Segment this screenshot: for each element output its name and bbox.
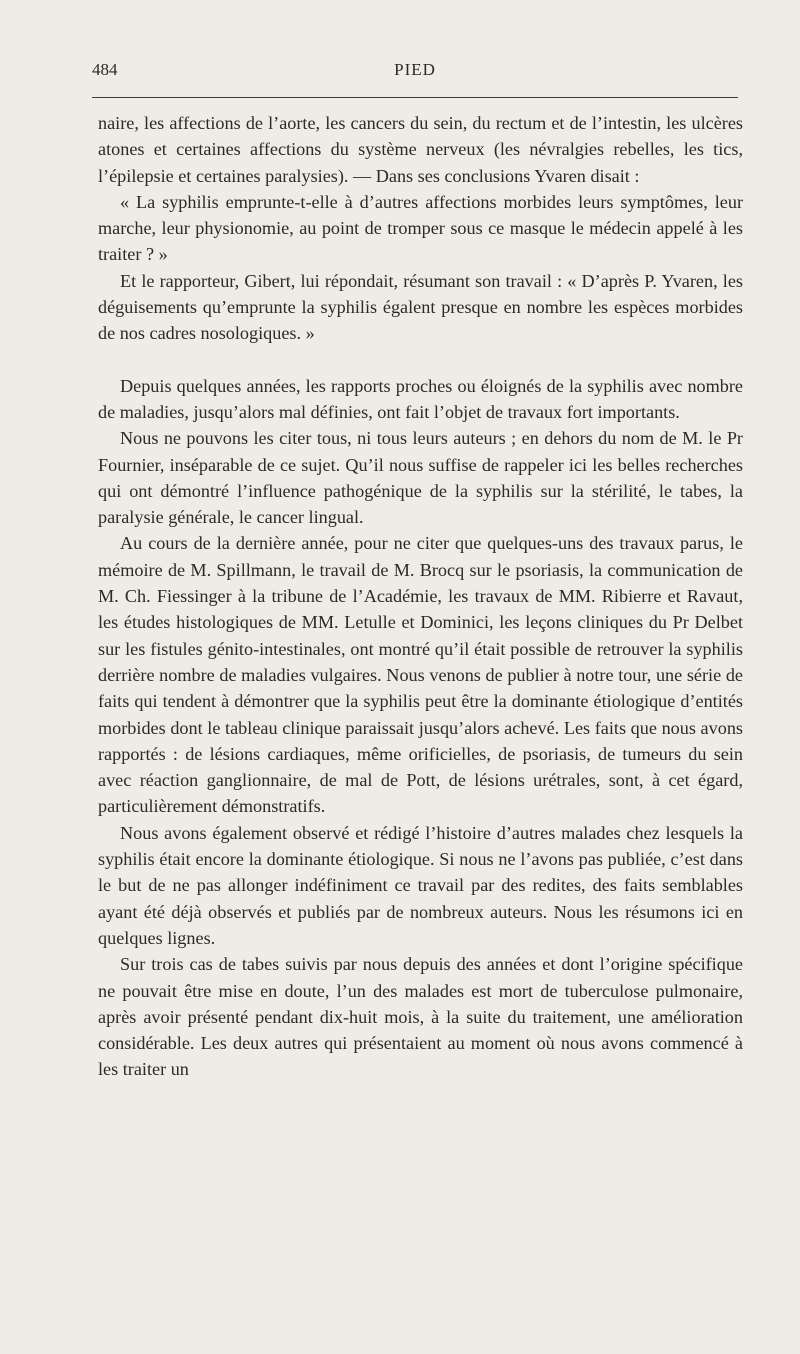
paragraph: Nous ne pouvons les citer tous, ni tous leurs auteurs ; en dehors du nom de M. le Pr Fournier, inséparable de ce sujet. Qu’il nous suffise de rappeler ici les belles recherches qui ont démontré l’influence pathogénique de la syphilis sur la stérilité, le tabes, la paralysie générale, le cancer lingual. [98,428,743,528]
page-header [92,60,738,86]
paragraph: Nous avons également observé et rédigé l’histoire d’autres malades chez lesquels la syphilis était encore la dominante étiologique. Si nous ne l’avons pas publiée, c’est dans le but de ne pas allonger indéfiniment ce travail par des redites, des faits semblables ayant été déjà observés et publiés par de nombreux auteurs. Nous les résumons ici en quelques lignes. [98,822,743,948]
body-text [98,110,743,1083]
paragraph: Depuis quelques années, les rapports proches ou éloignés de la syphilis avec nombre de maladies, jusqu’alors mal définies, ont fait l’objet de travaux fort importants. [98,375,743,422]
paragraph: Et le rapporteur, Gibert, lui répondait, résumant son travail : « D’après P. Yvaren, les déguisements qu’emprunte la syphilis égalent presque en nombre les espèces morbides de nos cadres nosologiques. » [98,270,743,344]
paragraph: « La syphilis emprunte-t-elle à d’autres affections morbides leurs symptômes, leur marche, leur physionomie, au point de tromper sous ce masque le médecin appelé à les traiter ? » [98,191,743,265]
header-rule [92,97,738,98]
page-number: 484 [92,60,118,79]
paragraph: naire, les affections de l’aorte, les cancers du sein, du rectum et de l’intestin, les ulcères atones et certaines affections du système nerveux (les névralgies rebelles, les tics, l’épilepsie et certaines paralysies). — Dans ses conclusions Yvaren disait : [98,113,743,186]
running-title: PIED [394,60,436,79]
paragraph: Au cours de la dernière année, pour ne citer que quelques-uns des travaux parus, le mémoire de M. Spillmann, le travail de M. Brocq sur le psoriasis, la communication de M. Ch. Fiessinger à la tribune de l’Académie, les travaux de MM. Ribierre et Ravaut, les études histologiques de MM. Letulle et Dominici, les leçons cliniques du Pr Delbet sur les fistules génito-intestinales, ont montré qu’il était possible de retrouver la syphilis derrière nombre de maladies vulgaires. Nous venons de publier à notre tour, une série de faits qui tendent à démontrer que la syphilis peut être la dominante étiologique d’entités morbides dont le tableau clinique paraissait jusqu’alors achevé. Les faits que nous avons rapportés : de lésions cardiaques, même orificielles, de psoriasis, de tumeurs du sein avec réaction ganglionnaire, de mal de Pott, de lésions urétrales, sont, à cet égard, particulièrement démonstratifs. [98,533,743,817]
paragraph: Sur trois cas de tabes suivis par nous depuis des années et dont l’origine spécifique ne pouvait être mise en doute, l’un des malades est mort de tuberculose pulmonaire, après avoir présenté pendant dix-huit mois, à la suite du traitement, une amélioration considérable. Les deux autres qui présentaient au moment où nous avons commencé à les traiter un [98,954,743,1080]
